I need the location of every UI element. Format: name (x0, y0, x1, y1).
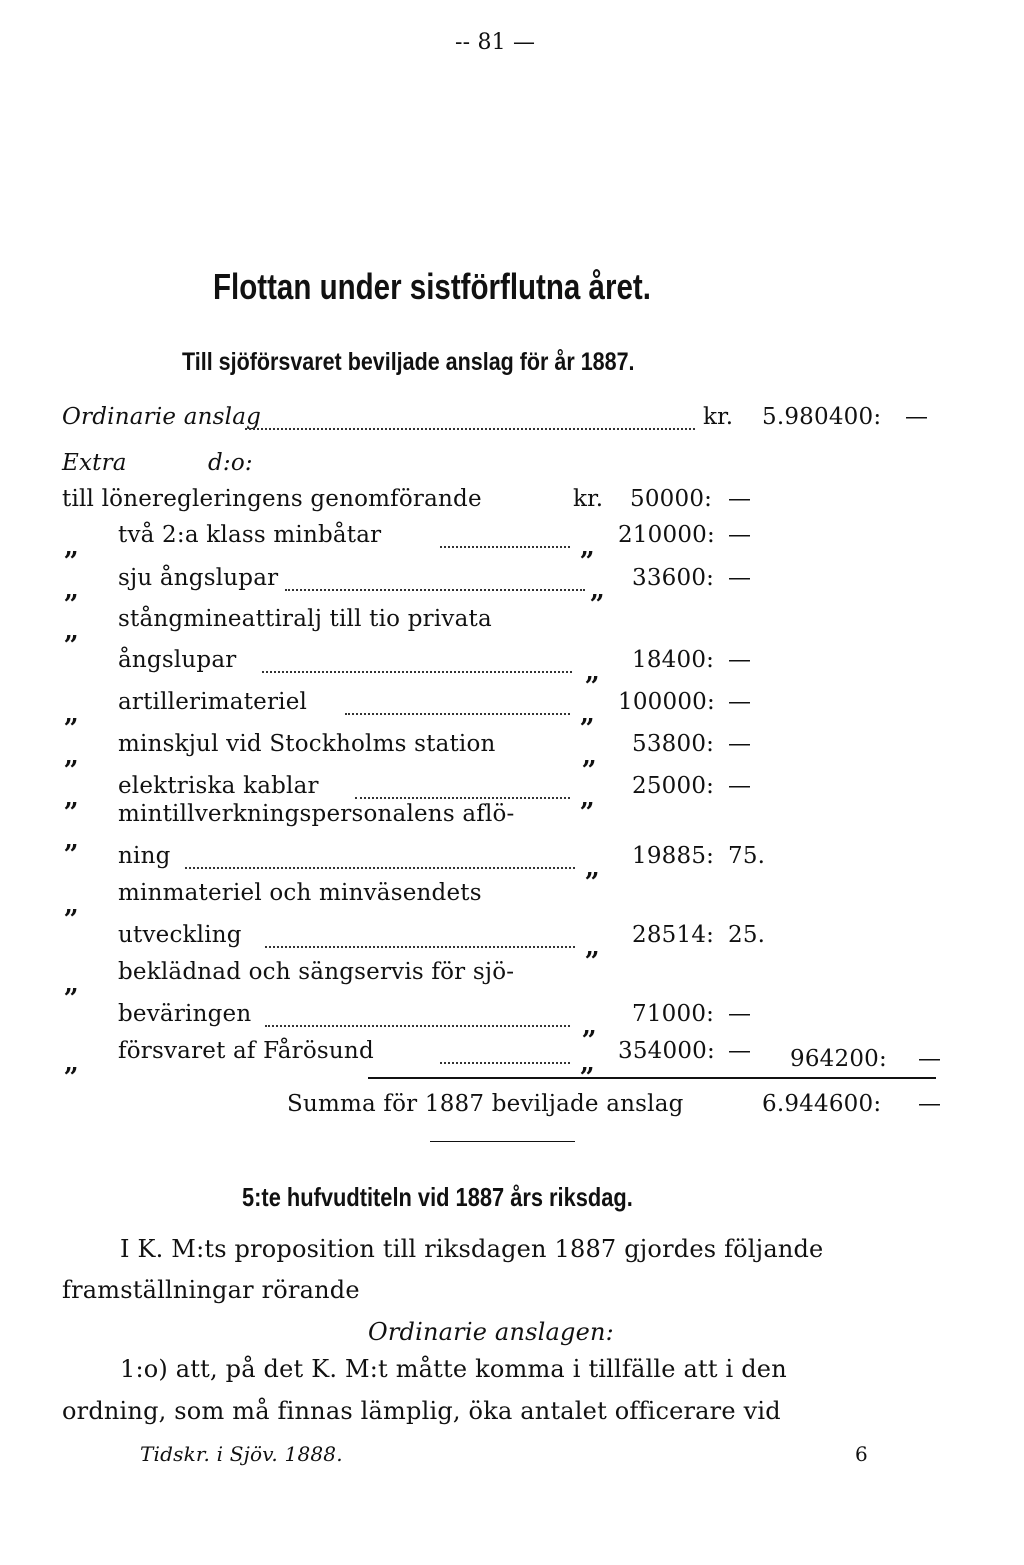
item-amount: 28514: (632, 922, 715, 948)
item-amount: 100000: (618, 689, 715, 715)
ordinarie-unit: kr. (703, 404, 734, 430)
page-subtitle: Till sjöförsvaret beviljade anslag för år 1887. (182, 348, 635, 376)
extra-label: Extra (62, 450, 127, 476)
item-text: elektriska kablar (118, 773, 319, 799)
leader-dots (285, 589, 585, 591)
ditto-mark: „ (64, 575, 79, 605)
item-amount: 210000: (618, 522, 715, 548)
ditto-mark: „ (64, 1048, 79, 1078)
leader-dots (262, 671, 572, 673)
item-amount: 50000: (630, 486, 713, 512)
leader-dots (345, 713, 570, 715)
ditto-mark: „ (64, 616, 79, 646)
item-text: beklädnad och sängservis för sjö- (118, 959, 515, 985)
item-unit: „ (580, 783, 595, 813)
leader-dots (440, 546, 570, 548)
summa-label: Summa för 1887 beviljade anslag (287, 1091, 684, 1117)
item-unit: „ (580, 699, 595, 729)
item-text-cont: utveckling (118, 922, 242, 948)
ditto-mark: „ (64, 699, 79, 729)
item-unit: „ (582, 741, 597, 771)
item-amount: 18400: (632, 647, 715, 673)
item-amount: 53800: (632, 731, 715, 757)
item-unit: „ (585, 657, 600, 687)
item-cents: — (728, 647, 752, 673)
section-divider (430, 1141, 575, 1142)
item-cents: — (728, 522, 752, 548)
leader-dots (265, 1025, 570, 1027)
page-number-header: -- 81 — (455, 30, 536, 55)
item-text-cont: ning (118, 843, 171, 869)
extra-total-dash: — (918, 1046, 942, 1072)
item-cents: 75. (728, 843, 766, 869)
item-cents: — (728, 689, 752, 715)
summa-dash: — (918, 1091, 942, 1117)
ditto-mark: „ (64, 783, 79, 813)
item-amount: 354000: (618, 1038, 715, 1064)
ditto-mark: „ (64, 969, 79, 999)
item-cents: 25. (728, 922, 766, 948)
para2-line2: ordning, som må finnas lämplig, öka antalet officerare vid (62, 1397, 781, 1425)
leader-dots (265, 946, 575, 948)
summa-amount: 6.944600: (762, 1091, 882, 1117)
page-title: Flottan under sistförflutna året. (213, 266, 651, 307)
item-text: artillerimateriel (118, 689, 308, 715)
leader-dots (185, 867, 575, 869)
item-text: sju ångslupar (118, 565, 279, 591)
ordinarie-dash: — (905, 404, 929, 430)
item-cents: — (728, 486, 752, 512)
item-unit: „ (582, 1011, 597, 1041)
item-amount: 71000: (632, 1001, 715, 1027)
item-cents: — (728, 565, 752, 591)
para1-line2: framställningar rörande (62, 1276, 360, 1304)
item-cents: — (728, 1001, 752, 1027)
item-text: försvaret af Fårösund (118, 1038, 374, 1064)
item-text: stångmineattiralj till tio privata (118, 606, 492, 632)
extra-dito: d:o: (208, 450, 253, 476)
item-unit: „ (585, 853, 600, 883)
ditto-mark: „ (64, 532, 79, 562)
item-amount: 25000: (632, 773, 715, 799)
ditto-mark: „ (64, 890, 79, 920)
leader-dots (355, 797, 570, 799)
sum-rule (368, 1077, 936, 1079)
ditto-mark: „ (64, 741, 79, 771)
item-unit: „ (590, 575, 605, 605)
item-cents: — (728, 731, 752, 757)
item-cents: — (728, 773, 752, 799)
para1-line1: I K. M:ts proposition till riksdagen 1887 gjordes följande (120, 1235, 824, 1263)
item-unit: kr. (573, 486, 604, 512)
item-text: minmateriel och minväsendets (118, 880, 482, 906)
item-text: minskjul vid Stockholms station (118, 731, 496, 757)
ordinarie-label: Ordinarie anslag (62, 404, 262, 430)
item-cents: — (728, 1038, 752, 1064)
item-text-cont: ångslupar (118, 647, 237, 673)
footer-signature: 6 (855, 1442, 868, 1466)
item-text-cont: beväringen (118, 1001, 252, 1027)
item-text: mintillverkningspersonalens aflö- (118, 801, 515, 827)
ordinarie-anslagen-heading: Ordinarie anslagen: (368, 1318, 614, 1346)
item-unit: „ (580, 1048, 595, 1078)
leader-dots (440, 1062, 570, 1064)
section-title: 5:te hufvudtiteln vid 1887 års riksdag. (242, 1182, 633, 1212)
leader-dots (245, 428, 695, 430)
ditto-mark: „ (64, 825, 79, 855)
item-unit: „ (580, 532, 595, 562)
item-unit: „ (585, 932, 600, 962)
item-amount: 19885: (632, 843, 715, 869)
item-text: till löneregleringens genomförande (62, 486, 482, 512)
ordinarie-amount: 5.980400: (762, 404, 882, 430)
item-amount: 33600: (632, 565, 715, 591)
item-text: två 2:a klass minbåtar (118, 522, 382, 548)
extra-total-amount: 964200: (790, 1046, 887, 1072)
footer-source: Tidskr. i Sjöv. 1888. (140, 1442, 343, 1466)
para2-line1: 1:o) att, på det K. M:t måtte komma i tillfälle att i den (120, 1355, 787, 1383)
